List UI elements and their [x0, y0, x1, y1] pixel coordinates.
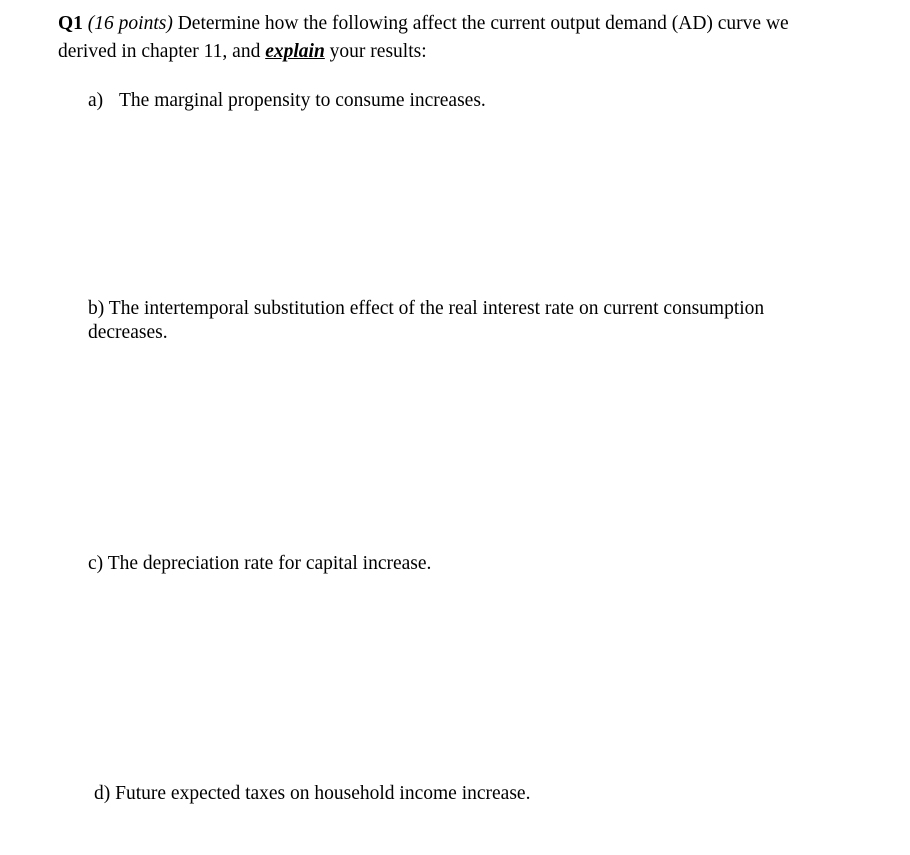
part-d-text: Future expected taxes on household income increase.	[115, 783, 531, 804]
part-a-marker: a)	[88, 90, 104, 111]
part-b-text: The intertemporal substitution effect of the real interest rate on current consumption	[108, 298, 765, 319]
part-b-text-line2: decreases.	[88, 322, 168, 343]
part-b-marker: b)	[88, 298, 105, 319]
part-c-marker: c)	[88, 553, 104, 574]
question-header	[58, 10, 858, 66]
question-points: (16 points)	[87, 13, 173, 34]
question-prompt-line2: derived in chapter 11, and	[58, 41, 261, 62]
part-d-marker: d)	[94, 783, 111, 804]
explain-emphasis: explain	[265, 41, 325, 62]
question-prompt-end: your results:	[329, 41, 427, 62]
part-b	[88, 297, 848, 345]
part-a	[88, 89, 848, 113]
part-c	[88, 552, 848, 576]
part-a-text: The marginal propensity to consume increases.	[119, 90, 486, 111]
question-prompt: Determine how the following affect the current output demand (AD) curve we	[177, 13, 789, 34]
question-number: Q1	[58, 13, 83, 34]
part-d	[94, 782, 854, 806]
part-c-text: The depreciation rate for capital increase.	[107, 553, 432, 574]
